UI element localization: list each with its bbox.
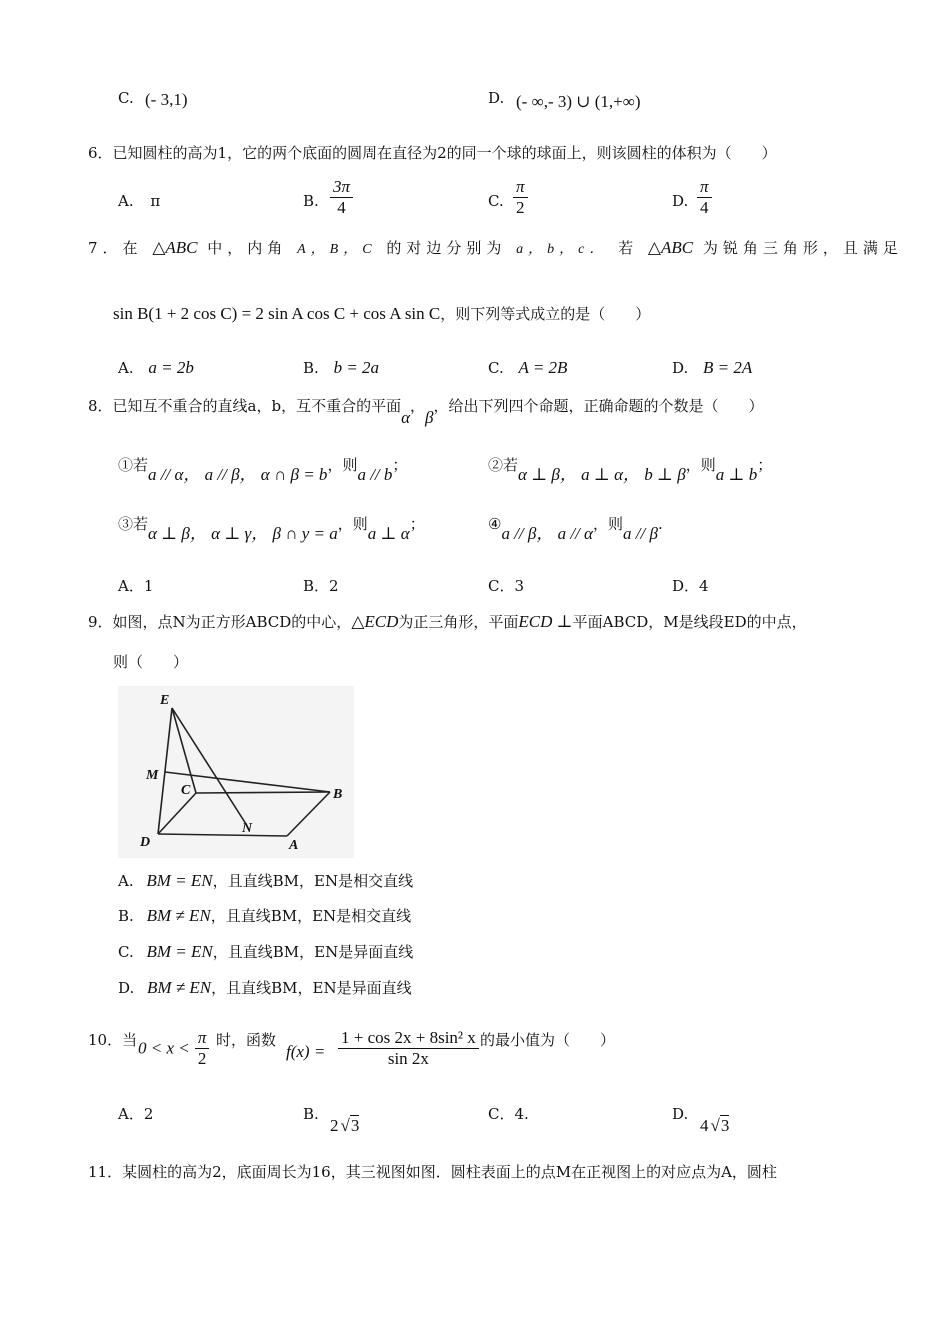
q8-proposition-1 (118, 455, 408, 484)
q6-option-d-label: D. (672, 192, 689, 210)
q7-equation: sin B(1 + 2 cos C) = 2 sin A cos C + cos A sin C (113, 304, 441, 323)
q10-function-frac (338, 1028, 479, 1069)
q9-option-b-label: B. (118, 907, 134, 925)
q9-stem-p3: 平面ABCD，M是线段ED的中点， (572, 613, 807, 631)
q7-option-d (672, 358, 752, 378)
q7-stem-abc: A，B，C (297, 242, 377, 257)
q9-option-d-text: ，且直线BM，EN是异面直线 (211, 979, 412, 997)
q7-stem (88, 238, 903, 260)
q10-option-b-expr: 2 √3 (330, 1116, 360, 1135)
q10-fx: f(x) = (286, 1042, 326, 1061)
q10-option-c: C．4. (488, 1105, 529, 1123)
fig-label-d: D (140, 835, 151, 850)
q8-p4-res: a // β (623, 524, 658, 543)
q7-stem-tri1: △ABC (152, 238, 198, 257)
q5-option-d-label: D. (488, 89, 505, 107)
q6-stem: 6．已知圆柱的高为1，它的两个底面的圆周在直径为2的同一个球的球面上，则该圆柱的体积为（ ） (88, 144, 777, 162)
q8-p3-expr: α ⊥ β， α ⊥ γ， β ∩ y = a (148, 524, 338, 543)
q7-stem-p2: 中，内角 (207, 239, 288, 257)
q10-range-num: π (195, 1028, 210, 1049)
fig-label-a: A (289, 838, 299, 853)
q8-proposition-2 (488, 455, 773, 484)
q9-option-d-label: D. (118, 979, 135, 997)
q6-option-d-frac (697, 177, 712, 218)
q8-p1-then: ，则 (327, 456, 358, 474)
q7-equation-tail: ，则下列等式成立的是（ ） (440, 305, 651, 323)
q8-stem-alpha: α (401, 408, 411, 427)
q9-stem-ecd: ECD ⊥ (518, 612, 573, 631)
q6-option-c-den: 2 (516, 198, 525, 217)
fig-label-m: M (146, 768, 159, 783)
q10-option-d-coef: 4 (700, 1116, 709, 1135)
q6-option-a-expr: π (150, 192, 161, 210)
q8-proposition-3 (118, 514, 425, 543)
q10-stem-p2: 时，函数 (216, 1031, 277, 1049)
fig-label-e: E (160, 693, 170, 708)
fig-label-n: N (242, 821, 253, 836)
q6-option-b-num: 3π (330, 177, 353, 198)
q9-option-a-expr: BM = EN (146, 871, 213, 890)
q6-option-b-label: B. (303, 192, 319, 210)
q7-option-d-label: D. (672, 359, 689, 377)
q10-f-den: sin 2x (387, 1049, 429, 1068)
q9-figure (118, 686, 354, 858)
q7-option-b-label: B. (303, 359, 319, 377)
q10-option-d-label: D. (672, 1105, 689, 1123)
q9-option-c (118, 942, 413, 962)
q10-option-b-coef: 2 (330, 1116, 339, 1135)
q10-option-b-rad: 3 (350, 1116, 360, 1135)
q8-p2-res: a ⊥ b (715, 465, 758, 484)
q9-option-d (118, 978, 412, 998)
q7-stem-p5: 为锐角三角形，且满足 (702, 239, 903, 257)
q9-option-b (118, 906, 411, 926)
q7-equation-line (113, 304, 650, 324)
q8-p3-end: ； (409, 515, 425, 533)
q6-option-c-frac (513, 177, 528, 218)
q8-p4-then: ，则 (593, 515, 624, 533)
q6-option-d-den: 4 (700, 198, 709, 217)
q11-stem: 11．某圆柱的高为2，底面周长为16，其三视图如图．圆柱表面上的点M在正视图上的对应点为A，圆柱 (88, 1163, 777, 1181)
q8-p2-pre: ②若 (488, 456, 519, 474)
q6-option-c-label: C. (488, 192, 504, 210)
q8-p4-pre: ④ (488, 515, 502, 533)
q6-option-a-label: A. (118, 192, 134, 210)
q9-stem-p2: 为正三角形，平面 (398, 613, 519, 631)
edge-DC (158, 793, 196, 834)
q7-option-c-expr: A = 2B (518, 358, 568, 377)
q8-stem-p2: ，给出下列四个命题，正确命题的个数是（ ） (433, 397, 764, 415)
q8-p2-then: ，则 (685, 456, 716, 474)
q9-option-b-text: ，且直线BM，EN是相交直线 (210, 907, 412, 925)
q6-option-c-num: π (513, 177, 528, 198)
q7-option-a-label: A. (118, 359, 134, 377)
q8-p2-expr: α ⊥ β， a ⊥ α， b ⊥ β (518, 465, 686, 484)
q7-option-a (118, 358, 194, 378)
q7-option-c-label: C. (488, 359, 504, 377)
q9-option-c-text: ，且直线BM，EN是异面直线 (212, 943, 414, 961)
q9-option-b-expr: BM ≠ EN (146, 906, 211, 925)
q8-p2-end: ； (757, 456, 773, 474)
q10-f-num: 1 + cos 2x + 8sin² x (338, 1028, 479, 1049)
q9-stem-p1: 9．如图，点N为正方形ABCD的中心， (88, 613, 352, 631)
q9-option-a-text: ，且直线BM，EN是相交直线 (212, 872, 414, 890)
q6-option-b-frac (330, 177, 353, 218)
q7-stem-tri2: △ABC (647, 238, 694, 257)
q8-option-b: B．2 (303, 577, 339, 595)
q5-option-c-expr: (- 3,1) (145, 90, 188, 109)
q8-option-d: D．4 (672, 577, 709, 595)
edge-ED (158, 708, 172, 834)
q7-option-a-expr: a = 2b (148, 358, 194, 377)
edge-AB (287, 792, 330, 836)
q9-figure-svg (118, 686, 354, 858)
q8-p1-end: ； (392, 456, 408, 474)
q5-option-d (488, 88, 504, 108)
q8-p4-expr: a // β， a // α (501, 524, 593, 543)
q8-stem-p1: 8．已知互不重合的直线a，b，互不重合的平面 (88, 397, 402, 415)
q9-option-c-expr: BM = EN (146, 942, 213, 961)
q7-stem-p1: 7．在 (88, 239, 143, 257)
q8-p1-expr: a // α， a // β， α ∩ β = b (148, 465, 328, 484)
fig-label-c: C (181, 783, 191, 798)
q5-option-c (118, 88, 134, 108)
q6-option-a (118, 191, 160, 211)
q7-option-c (488, 358, 567, 378)
q8-p3-res: a ⊥ α (367, 524, 410, 543)
q10-range-pre: 0 < x < (138, 1038, 190, 1058)
q8-p3-then: ，则 (337, 515, 368, 533)
q10-option-b-label: B. (303, 1105, 319, 1123)
q10-option-d-rad: 3 (720, 1116, 730, 1135)
q7-stem-sides: a，b，c． (516, 242, 609, 257)
q7-stem-p3: 的对边分别为 (386, 239, 507, 257)
q8-p1-pre: ①若 (118, 456, 149, 474)
q9-stem-tri: △ECD (351, 612, 399, 631)
q8-option-c: C．3 (488, 577, 525, 595)
q10-option-a: A．2 (118, 1105, 154, 1123)
q10-range-den: 2 (197, 1049, 207, 1068)
q8-stem-beta: β (425, 408, 434, 427)
q10-range (138, 1028, 209, 1069)
q9-option-c-label: C. (118, 943, 134, 961)
fig-label-b: B (333, 787, 343, 802)
q9-stem (88, 612, 807, 632)
q5-option-c-label: C. (118, 89, 134, 107)
edge-EC (172, 708, 196, 793)
q7-stem-p4: 若 (618, 239, 639, 257)
q7-option-b (303, 358, 379, 378)
q10-stem-p3: 的最小值为（ ） (480, 1031, 616, 1049)
q8-proposition-4 (488, 514, 663, 543)
q8-stem (88, 396, 764, 427)
q8-p4-end: . (657, 515, 663, 533)
q9-option-d-expr: BM ≠ EN (147, 978, 212, 997)
edge-CB (196, 792, 330, 793)
q7-option-d-expr: B = 2A (703, 358, 753, 377)
q10-stem-p1: 10．当 (88, 1031, 138, 1049)
q6-option-b-den: 4 (337, 198, 346, 217)
q8-option-a: A．1 (118, 577, 154, 595)
q8-stem-comma: ， (410, 397, 426, 415)
q10-option-d-expr: 4 √3 (700, 1116, 730, 1135)
q9-option-a (118, 871, 413, 891)
q9-option-a-label: A. (118, 872, 134, 890)
q8-p1-res: a // b (357, 465, 393, 484)
q5-option-d-expr: (- ∞,- 3) ∪ (1,+∞) (516, 92, 641, 111)
edge-DA (158, 834, 287, 836)
q7-option-b-expr: b = 2a (333, 358, 380, 377)
q8-p3-pre: ③若 (118, 515, 149, 533)
q9-stem-line2: 则（ ） (113, 653, 189, 671)
q6-option-d-num: π (697, 177, 712, 198)
